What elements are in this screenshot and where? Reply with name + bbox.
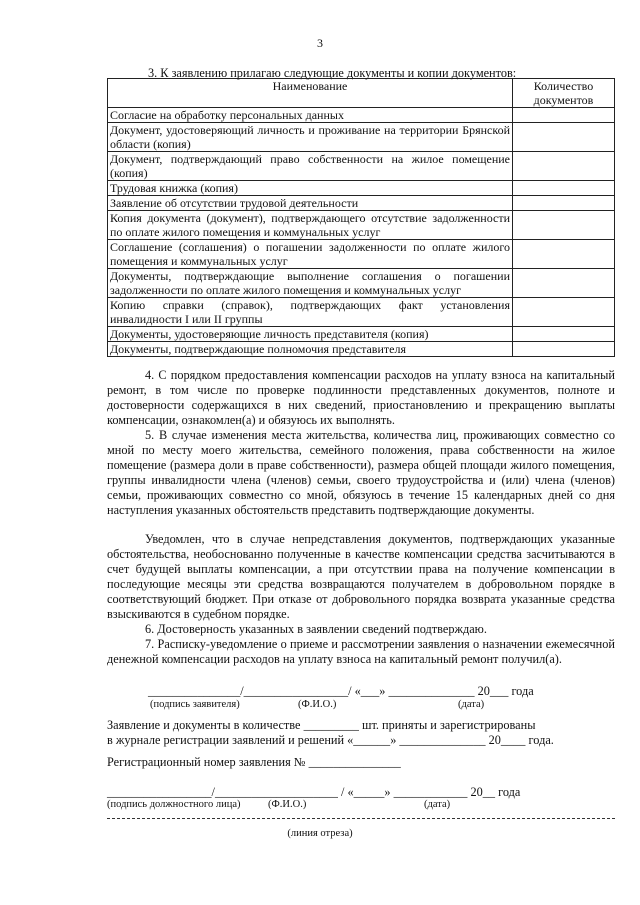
- official-signature-line[interactable]: _________________/____________________ / «_____» ____________ 20__ года: [107, 785, 521, 799]
- table-row: [108, 181, 615, 196]
- body-text: [107, 368, 615, 667]
- doc-name: Копия документа (документ), подтверждающего отсутствие задолженности по оплате жилого помещения и коммунальных услуг: [108, 211, 513, 240]
- table-row: [108, 342, 615, 357]
- table-row: [108, 211, 615, 240]
- doc-name: Документы, подтверждающие полномочия представителя: [108, 342, 513, 357]
- caption-applicant-name: (Ф.И.О.): [298, 699, 337, 710]
- doc-quantity-cell[interactable]: [513, 240, 615, 269]
- table-row: [108, 240, 615, 269]
- caption-official-name: (Ф.И.О.): [268, 799, 307, 810]
- header-name: Наименование: [108, 79, 513, 108]
- doc-name: Документы, удостоверяющие личность представителя (копия): [108, 327, 513, 342]
- doc-name: Документы, подтверждающие выполнение соглашения о погашении задолженности по оплате жилого помещения и коммунальных услуг: [108, 269, 513, 298]
- doc-quantity-cell[interactable]: [513, 123, 615, 152]
- cut-line-label: (линия отреза): [287, 828, 353, 839]
- cut-line-divider: [107, 818, 615, 819]
- attachments-intro: 3. К заявлению прилагаю следующие документы и копии документов:: [148, 66, 517, 80]
- doc-quantity-cell[interactable]: [513, 152, 615, 181]
- caption-applicant-signature: (подпись заявителя): [150, 699, 240, 710]
- applicant-signature-line[interactable]: _______________/_________________/ «___» ______________ 20___ года: [148, 684, 534, 698]
- doc-name: Трудовая книжка (копия): [108, 181, 513, 196]
- header-quantity: Количество документов: [513, 79, 615, 108]
- doc-name: Документ, удостоверяющий личность и проживание на территории Брянской области (копия): [108, 123, 513, 152]
- table-row: [108, 123, 615, 152]
- table-row: [108, 269, 615, 298]
- paragraph-7: 7. Расписку-уведомление о приеме и рассмотрении заявления о назначении ежемесячной денежной компенсации расходов на уплату взноса на капитальный ремонт получил(а).: [107, 637, 615, 666]
- paragraph-6: 6. Достоверность указанных в заявлении сведений подтверждаю.: [145, 622, 487, 636]
- table-row: [108, 196, 615, 211]
- doc-quantity-cell[interactable]: [513, 342, 615, 357]
- doc-quantity-cell[interactable]: [513, 269, 615, 298]
- doc-quantity-cell[interactable]: [513, 196, 615, 211]
- doc-quantity-cell[interactable]: [513, 211, 615, 240]
- caption-official-signature: (подпись должностного лица): [107, 799, 241, 810]
- doc-quantity-cell[interactable]: [513, 108, 615, 123]
- paragraph-5: 5. В случае изменения места жительства, количества лиц, проживающих совместно со мной по месту моего жительства, семейного положения, права собственности на жилое помещение (размера доли в праве собственности), размера общей площади жилого помещения, группы инвалидности члена (членов) семьи, своего трудоустройства и (или) члена (членов) семьи, проживающих совместно со мной, обязуюсь в течение 15 календарных дней со дня наступления указанных обстоятельств представить подтверждающие документы.: [107, 428, 615, 517]
- table-row: [108, 298, 615, 327]
- documents-table: [107, 78, 615, 357]
- registration-line-2: в журнале регистрации заявлений и решений «______» ______________ 20____ года.: [107, 733, 554, 747]
- paragraph-notice: Уведомлен, что в случае непредставления документов, подтверждающих указанные обстоятельства, необоснованно полученные в качестве компенсации средства засчитываются в счет будущей выплаты компенсации, а при отсутствии права на получение компенсации в последующие месяцы эти средства возвращаются получателем в добровольном порядке в соответствующий бюджет. При отказе от добровольного порядка возврата указанные средства взыскиваются в судебном порядке.: [107, 532, 615, 621]
- paragraph-4: 4. С порядком предоставления компенсации расходов на уплату взноса на капитальный ремонт, в том числе по проверке подлинности представленных документов, полноте и достоверности содержащихся в них сведений, приостановлению и прекращению выплаты компенсации, ознакомлен(а) и обязуюсь их выполнять.: [107, 368, 615, 427]
- caption-applicant-date: (дата): [458, 699, 485, 710]
- table-row: [108, 152, 615, 181]
- doc-quantity-cell[interactable]: [513, 327, 615, 342]
- doc-name: Согласие на обработку персональных данных: [108, 108, 513, 123]
- doc-name: Документ, подтверждающий право собственности на жилое помещение (копия): [108, 152, 513, 181]
- doc-quantity-cell[interactable]: [513, 181, 615, 196]
- doc-name: Копию справки (справок), подтверждающих факт установления инвалидности I или II группы: [108, 298, 513, 327]
- caption-official-date: (дата): [424, 799, 451, 810]
- doc-name: Заявление об отсутствии трудовой деятельности: [108, 196, 513, 211]
- table-row: [108, 108, 615, 123]
- registration-line-1: Заявление и документы в количестве _________ шт. приняты и зарегистрированы: [107, 718, 536, 732]
- page-number: 3: [317, 36, 323, 50]
- doc-name: Соглашение (соглашения) о погашении задолженности по оплате жилого помещения и коммунальных услуг: [108, 240, 513, 269]
- table-header-row: [108, 79, 615, 108]
- doc-quantity-cell[interactable]: [513, 298, 615, 327]
- table-row: [108, 327, 615, 342]
- registration-number[interactable]: Регистрационный номер заявления № _______________: [107, 755, 401, 769]
